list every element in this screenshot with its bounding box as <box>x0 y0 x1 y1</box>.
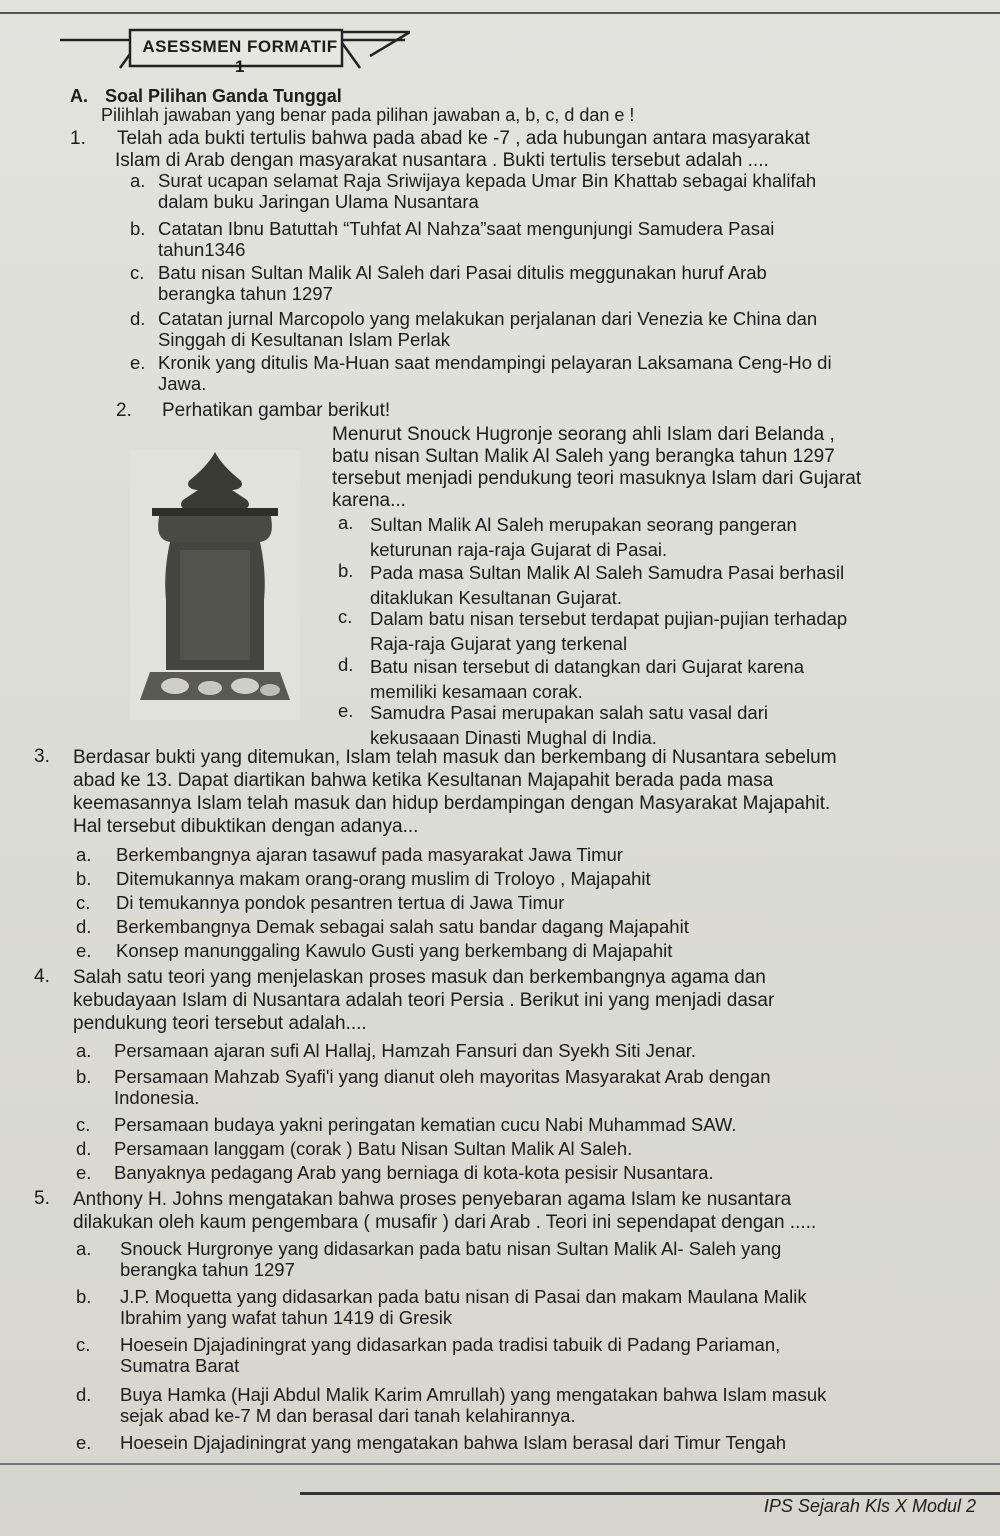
q3-stem-line: abad ke 13. Dapat diartikan bahwa ketika Kesultanan Majapahit berada pada masa <box>73 770 774 791</box>
footer-label: IPS Sejarah Kls X Modul 2 <box>763 1496 976 1516</box>
q5-stem <box>73 1188 935 1234</box>
q4-stem-line: Salah satu teori yang menjelaskan proses masuk dan berkembangnya agama dan <box>73 967 766 988</box>
q1-option-d[interactable] <box>158 308 938 350</box>
q4-option-e[interactable]: Banyaknya pedagang Arab yang berniaga di kota-kota pesisir Nusantara. <box>114 1162 714 1183</box>
q3-stem-line: Berdasar bukti yang ditemukan, Islam telah masuk dan berkembang di Nusantara sebelum <box>73 747 837 768</box>
q1-option-letter[interactable]: c. <box>130 262 145 283</box>
q4-option-letter[interactable]: a. <box>76 1040 92 1061</box>
q1-option-letter[interactable]: d. <box>130 308 146 329</box>
q3-number: 3. <box>34 746 50 767</box>
option-line: Sultan Malik Al Saleh merupakan seorang pangeran <box>370 514 797 535</box>
q4-option-letter[interactable]: e. <box>76 1162 92 1183</box>
q1-option-b[interactable] <box>158 218 938 260</box>
q3-option-c[interactable]: Di temukannya pondok pesantren tertua di Jawa Timur <box>116 892 565 913</box>
assessment-banner <box>60 20 410 76</box>
q3-stem <box>73 746 935 838</box>
option-line: Snouck Hurgronye yang didasarkan pada batu nisan Sultan Malik Al- Saleh yang <box>120 1238 782 1259</box>
option-line: Indonesia. <box>114 1087 200 1108</box>
section-heading <box>70 86 342 107</box>
q3-option-letter[interactable]: c. <box>76 892 91 913</box>
q3-stem-line: keemasannya Islam telah masuk dan hidup berdampingan dengan Masyarakat Majapahit. <box>73 793 831 814</box>
option-line: Batu nisan tersebut di datangkan dari Gujarat karena <box>370 656 805 677</box>
gravestone-image <box>130 450 300 720</box>
option-line: Samudra Pasai merupakan salah satu vasal dari <box>370 702 768 723</box>
q5-option-a[interactable] <box>120 1238 936 1280</box>
option-line: berangka tahun 1297 <box>158 283 333 304</box>
q3-option-letter[interactable]: a. <box>76 844 92 865</box>
q4-number: 4. <box>34 966 50 987</box>
q3-option-e[interactable]: Konsep manunggaling Kawulo Gusti yang berkembang di Majapahit <box>116 940 673 961</box>
banner-title: ASESSMEN FORMATIF 1 <box>142 37 338 76</box>
q5-option-letter[interactable]: a. <box>76 1238 92 1259</box>
q5-option-b[interactable] <box>120 1286 936 1328</box>
option-line: dalam buku Jaringan Ulama Nusantara <box>158 191 479 212</box>
q1-stem-line: Islam di Arab dengan masyarakat nusantara . Bukti tertulis tersebut adalah .... <box>115 150 769 171</box>
q2-number: 2. <box>116 400 132 421</box>
option-line: tahun1346 <box>158 239 246 260</box>
q2-option-letter[interactable]: c. <box>338 606 353 627</box>
option-line: Singgah di Kesultanan Islam Perlak <box>158 329 451 350</box>
q1-option-letter[interactable]: e. <box>130 352 146 373</box>
q4-stem-line: pendukung teori tersebut adalah.... <box>73 1013 367 1034</box>
q2-stem-line: batu nisan Sultan Malik Al Saleh yang berangka tahun 1297 <box>332 446 835 467</box>
q3-stem-line: Hal tersebut dibuktikan dengan adanya... <box>73 816 419 837</box>
q1-number: 1. <box>70 128 86 149</box>
q3-option-letter[interactable]: e. <box>76 940 92 961</box>
option-line: Raja-raja Gujarat yang terkenal <box>370 633 628 654</box>
q5-option-d[interactable] <box>120 1384 936 1426</box>
q4-option-a[interactable]: Persamaan ajaran sufi Al Hallaj, Hamzah Fansuri dan Syekh Siti Jenar. <box>114 1040 697 1061</box>
q1-stem <box>117 128 937 172</box>
q5-option-letter[interactable]: d. <box>76 1384 92 1405</box>
q3-option-letter[interactable]: d. <box>76 916 92 937</box>
q3-option-d[interactable]: Berkembangnya Demak sebagai salah satu bandar dagang Majapahit <box>116 916 689 937</box>
option-line: Catatan jurnal Marcopolo yang melakukan perjalanan dari Venezia ke China dan <box>158 308 818 329</box>
q5-option-letter[interactable]: c. <box>76 1334 91 1355</box>
section-letter: A. <box>70 86 88 106</box>
q5-option-letter[interactable]: b. <box>76 1286 92 1307</box>
top-rule <box>0 12 1000 14</box>
q2-stem-line: karena... <box>332 490 406 511</box>
q2-option-e[interactable] <box>370 700 935 750</box>
q2-stem <box>332 424 934 512</box>
q1-option-letter[interactable]: a. <box>130 170 146 191</box>
q1-option-e[interactable] <box>158 352 938 394</box>
q4-option-letter[interactable]: d. <box>76 1138 92 1159</box>
option-line: Ibrahim yang wafat tahun 1419 di Gresik <box>120 1307 453 1328</box>
q1-option-a[interactable] <box>158 170 938 212</box>
footer-rule-bold <box>300 1492 1000 1495</box>
q2-option-c[interactable] <box>370 606 935 656</box>
option-line: sejak abad ke-7 M dan berasal dari tanah kelahirannya. <box>120 1405 576 1426</box>
q5-stem-line: Anthony H. Johns mengatakan bahwa proses penyebaran agama Islam ke nusantara <box>73 1189 792 1210</box>
q2-option-letter[interactable]: e. <box>338 700 354 721</box>
q3-option-b[interactable]: Ditemukannya makam orang-orang muslim di Troloyo , Majapahit <box>116 868 651 889</box>
section-title: Soal Pilihan Ganda Tunggal <box>105 86 342 106</box>
option-line: kekusaaan Dinasti Mughal di India. <box>370 727 657 748</box>
option-line: berangka tahun 1297 <box>120 1259 295 1280</box>
q4-option-letter[interactable]: c. <box>76 1114 91 1135</box>
q5-option-e[interactable]: Hoesein Djajadiningrat yang mengatakan bahwa Islam berasal dari Timur Tengah <box>120 1432 787 1453</box>
q1-option-letter[interactable]: b. <box>130 218 146 239</box>
q2-option-letter[interactable]: b. <box>338 560 354 581</box>
q2-option-a[interactable] <box>370 512 935 562</box>
q2-option-b[interactable] <box>370 560 935 610</box>
q5-option-letter[interactable]: e. <box>76 1432 92 1453</box>
q3-option-a[interactable]: Berkembangnya ajaran tasawuf pada masyarakat Jawa Timur <box>116 844 623 865</box>
q2-option-letter[interactable]: a. <box>338 512 354 533</box>
q2-option-letter[interactable]: d. <box>338 654 354 675</box>
q4-option-d[interactable]: Persamaan langgam (corak ) Batu Nisan Sultan Malik Al Saleh. <box>114 1138 633 1159</box>
q4-option-c[interactable]: Persamaan budaya yakni peringatan kematian cucu Nabi Muhammad SAW. <box>114 1114 737 1135</box>
option-line: Batu nisan Sultan Malik Al Saleh dari Pasai ditulis meggunakan huruf Arab <box>158 262 767 283</box>
option-line: Persamaan Mahzab Syafi'i yang dianut oleh mayoritas Masyarakat Arab dengan <box>114 1066 771 1087</box>
option-line: Pada masa Sultan Malik Al Saleh Samudra Pasai berhasil <box>370 562 845 583</box>
q5-number: 5. <box>34 1188 50 1209</box>
q4-option-b[interactable] <box>114 1066 936 1108</box>
q5-option-c[interactable] <box>120 1334 936 1376</box>
option-line: keturunan raja-raja Gujarat di Pasai. <box>370 539 668 560</box>
option-line: Sumatra Barat <box>120 1355 240 1376</box>
option-line: Catatan Ibnu Batuttah “Tuhfat Al Nahza”saat mengunjungi Samudera Pasai <box>158 218 775 239</box>
option-line: ditaklukan Kesultanan Gujarat. <box>370 587 622 608</box>
gravestone-icon <box>130 450 300 720</box>
q3-option-letter[interactable]: b. <box>76 868 92 889</box>
q4-stem-line: kebudayaan Islam di Nusantara adalah teori Persia . Berikut ini yang menjadi dasar <box>73 990 775 1011</box>
q5-stem-line: dilakukan oleh kaum pengembara ( musafir ) dari Arab . Teori ini sependapat dengan ..... <box>73 1212 817 1233</box>
q4-stem <box>73 966 935 1035</box>
q1-option-c[interactable] <box>158 262 938 304</box>
option-line: Hoesein Djajadiningrat yang didasarkan pada tradisi tabuik di Padang Pariaman, <box>120 1334 781 1355</box>
option-line: memiliki kesamaan corak. <box>370 681 583 702</box>
option-line: Buya Hamka (Haji Abdul Malik Karim Amrullah) yang mengatakan bahwa Islam masuk <box>120 1384 827 1405</box>
option-line: Kronik yang ditulis Ma-Huan saat mendampingi pelayaran Laksamana Ceng-Ho di <box>158 352 832 373</box>
instruction-text: Pilihlah jawaban yang benar pada pilihan jawaban a, b, c, d dan e ! <box>101 105 635 125</box>
q2-stem-line: tersebut menjadi pendukung teori masuknya Islam dari Gujarat <box>332 468 862 489</box>
q2-intro: Perhatikan gambar berikut! <box>162 400 391 421</box>
footer-rule <box>0 1463 1000 1465</box>
q4-option-letter[interactable]: b. <box>76 1066 92 1087</box>
option-line: J.P. Moquetta yang didasarkan pada batu nisan di Pasai dan makam Maulana Malik <box>120 1286 807 1307</box>
q2-stem-line: Menurut Snouck Hugronje seorang ahli Islam dari Belanda , <box>332 424 835 445</box>
option-line: Jawa. <box>158 373 207 394</box>
option-line: Dalam batu nisan tersebut terdapat pujian-pujian terhadap <box>370 608 848 629</box>
q1-stem-line: Telah ada bukti tertulis bahwa pada abad ke -7 , ada hubungan antara masyarakat <box>117 128 810 149</box>
q2-option-d[interactable] <box>370 654 935 704</box>
option-line: Surat ucapan selamat Raja Sriwijaya kepada Umar Bin Khattab sebagai khalifah <box>158 170 817 191</box>
